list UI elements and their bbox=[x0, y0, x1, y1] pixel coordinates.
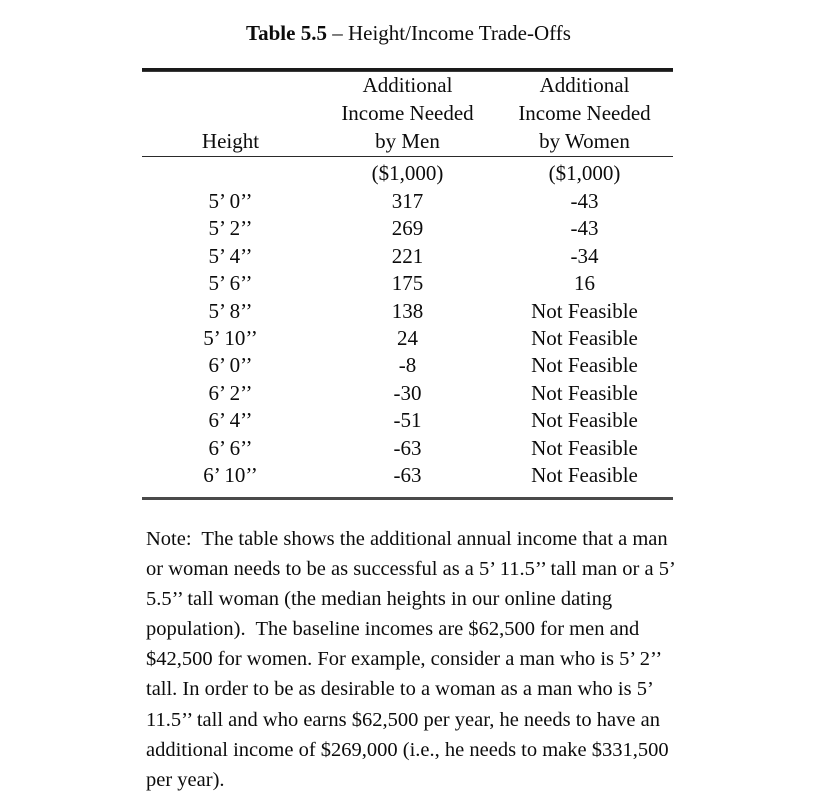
cell-income-men: -30 bbox=[393, 380, 422, 405]
table-bottom-pad bbox=[142, 489, 673, 497]
cell-income-men: 317 bbox=[391, 189, 424, 213]
cell-income-women: -43 bbox=[570, 216, 599, 241]
cell-income-women: -43 bbox=[570, 189, 599, 213]
cell-income-women: Not Feasible bbox=[531, 298, 638, 323]
table-row bbox=[142, 462, 673, 489]
header-women-line1: Additional bbox=[539, 73, 630, 97]
cell-income-women: Not Feasible bbox=[531, 380, 638, 405]
bottom-spacer-cell-1 bbox=[142, 489, 319, 497]
cell-height: 5’ 10’’ bbox=[203, 326, 258, 351]
table-row bbox=[142, 270, 673, 297]
units-blank bbox=[142, 157, 319, 187]
cell-income-women: -34 bbox=[570, 243, 599, 268]
cell-height: 6’ 2’’ bbox=[208, 380, 253, 405]
cell-income-women: Not Feasible bbox=[531, 326, 638, 351]
cell-income-men: 269 bbox=[391, 216, 424, 241]
cell-income-women: Not Feasible bbox=[531, 463, 638, 488]
table-row bbox=[142, 407, 673, 434]
cell-income-women: Not Feasible bbox=[531, 408, 638, 433]
table-body bbox=[142, 188, 673, 489]
table-bottom-rule bbox=[142, 497, 673, 500]
cell-height: 5’ 6’’ bbox=[208, 271, 253, 296]
header-blank-1 bbox=[142, 72, 319, 100]
header-row-line1 bbox=[142, 72, 673, 100]
table-head bbox=[142, 72, 673, 157]
cell-income-men: 138 bbox=[391, 298, 424, 323]
header-row-line3 bbox=[142, 128, 673, 156]
cell-height: 6’ 4’’ bbox=[208, 408, 253, 433]
header-blank-2 bbox=[142, 100, 319, 128]
cell-height: 6’ 6’’ bbox=[208, 435, 253, 460]
header-men-line1: Additional bbox=[362, 73, 453, 97]
cell-income-men: -63 bbox=[393, 435, 422, 460]
bottom-spacer-row bbox=[142, 489, 673, 497]
cell-height: 5’ 0’’ bbox=[208, 189, 253, 213]
table-row bbox=[142, 380, 673, 407]
bottom-spacer-cell-3 bbox=[496, 489, 673, 497]
table-row bbox=[142, 243, 673, 270]
cell-income-women: Not Feasible bbox=[531, 353, 638, 378]
table-units-row-group bbox=[142, 157, 673, 189]
table-note: Note: The table shows the additional annual income that a man or woman needs to be as successful as a 5’ 11.5’’ tall man or a 5’ 5.5’’ tall woman (the median heights in our online dating population). The baseline incomes are $62,500 for men and $42,500 for women. For example, consider a man who is 5’ 2’’ tall. In order to be as desirable to a woman as a man who is 5’ 11.5’’ tall and who earns $62,500 per year, he needs to have an additional income of $269,000 (i.e., he needs to make $331,500 per year). bbox=[146, 528, 680, 791]
table-row bbox=[142, 435, 673, 462]
cell-income-women: Not Feasible bbox=[531, 435, 638, 460]
units-row bbox=[142, 157, 673, 187]
table-row bbox=[142, 325, 673, 352]
header-height: Height bbox=[201, 129, 260, 153]
cell-height: 5’ 8’’ bbox=[208, 298, 253, 323]
header-women-line3: by Women bbox=[539, 129, 630, 153]
cell-height: 6’ 0’’ bbox=[208, 353, 253, 378]
cell-income-men: 221 bbox=[391, 243, 424, 268]
units-men: ($1,000) bbox=[371, 161, 444, 185]
table-container bbox=[142, 68, 673, 500]
height-income-table bbox=[142, 72, 673, 497]
cell-income-men: -51 bbox=[393, 408, 422, 433]
cell-income-women: 16 bbox=[574, 271, 595, 296]
table-row bbox=[142, 215, 673, 242]
header-women-line2: Income Needed bbox=[518, 101, 651, 125]
table-row bbox=[142, 352, 673, 379]
table-number: Table 5.5 bbox=[246, 21, 327, 45]
bottom-spacer-cell-2 bbox=[319, 489, 496, 497]
table-title-text: – Height/Income Trade-Offs bbox=[326, 21, 571, 45]
header-men-line3: by Men bbox=[375, 129, 440, 153]
cell-income-men: 175 bbox=[391, 271, 424, 296]
header-men-line2: Income Needed bbox=[341, 101, 474, 125]
table-row bbox=[142, 298, 673, 325]
cell-height: 5’ 2’’ bbox=[208, 216, 253, 241]
cell-height: 6’ 10’’ bbox=[203, 463, 258, 488]
cell-income-men: -63 bbox=[393, 463, 422, 488]
table-row bbox=[142, 188, 673, 215]
page-title bbox=[0, 20, 817, 46]
cell-income-men: 24 bbox=[397, 326, 418, 351]
units-women: ($1,000) bbox=[548, 161, 621, 185]
header-row-line2 bbox=[142, 100, 673, 128]
cell-height: 5’ 4’’ bbox=[208, 243, 253, 268]
cell-income-men: -8 bbox=[398, 353, 417, 378]
